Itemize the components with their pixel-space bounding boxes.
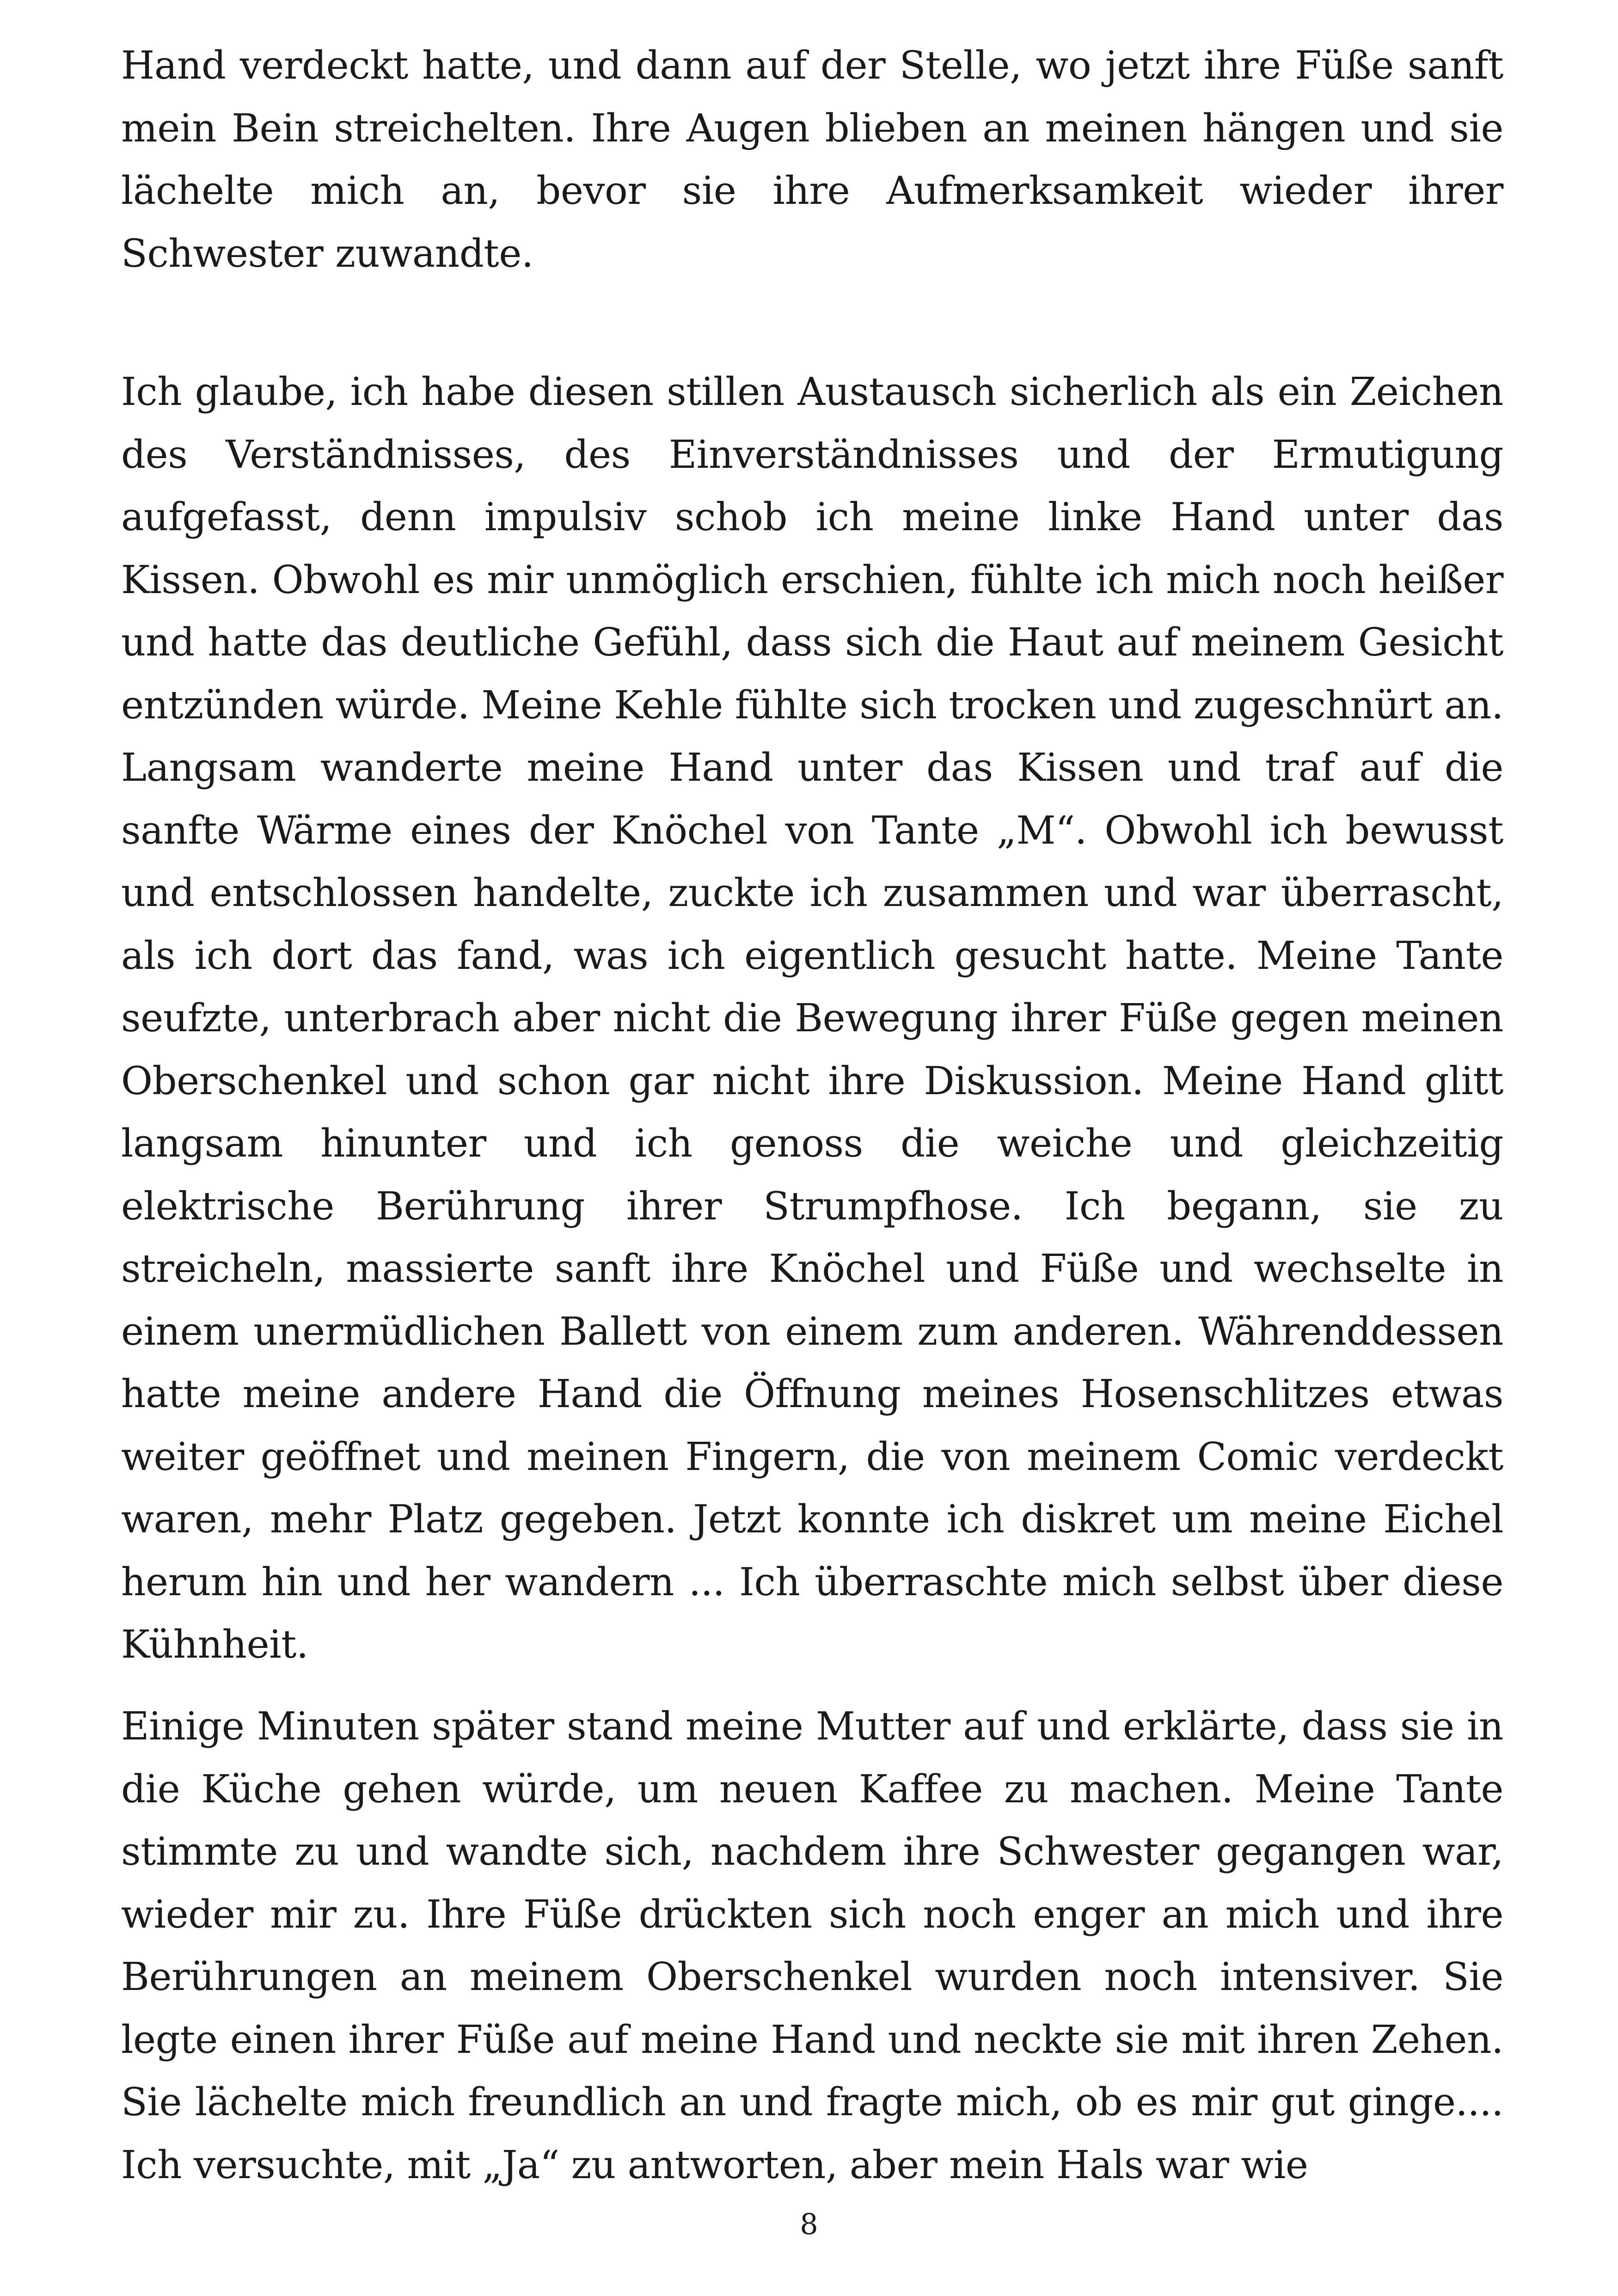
paragraph: Einige Minuten später stand meine Mutter auf und erklärte, dass sie in die Küche gehen würde, um neuen Kaffee zu machen. Meine Tante stimmte zu und wandte sich, nachdem ihre Schwester gegangen war, wieder mir zu. Ihre Füße drückten sich noch enger an mich und ihre Berührungen an meinem Oberschenkel wurden noch intensiver. Sie legte einen ihrer Füße auf meine Hand und neckte sie mit ihren Zehen. Sie lächelte mich freundlich an und fragte mich, ob es mir gut ginge.... Ich versuchte, mit „Ja“ zu antworten, aber mein Hals war wie <box>121 1704 1503 2187</box>
paragraph: Ich glaube, ich habe diesen stillen Austausch sicherlich als ein Zeichen des Verständnisses, des Einverständnisses und der Ermutigung aufgefasst, denn impulsiv schob ich meine linke Hand unter das Kissen. Obwohl es mir unmöglich erschien, fühlte ich mich noch heißer und hatte das deutliche Gefühl, dass sich die Haut auf meinem Gesicht entzünden würde. Meine Kehle fühlte sich trocken und zugeschnürt an. Langsam wanderte meine Hand unter das Kissen und traf auf die sanfte Wärme eines der Knöchel von Tante „M“. Obwohl ich bewusst und entschlossen handelte, zuckte ich zusammen und war überrascht, als ich dort das fand, was ich eigentlich gesucht hatte. Meine Tante seufzte, unterbrach aber nicht die Bewegung ihrer Füße gegen meinen Oberschenkel und schon gar nicht ihre Diskussion. Meine Hand glitt langsam hinunter und ich genoss die weiche und gleichzeitig elektrische Berührung ihrer Strumpfhose. Ich begann, sie zu streicheln, massierte sanft ihre Knöchel und Füße und wechselte in einem unermüdlichen Ballett von einem zum anderen. Währenddessen hatte meine andere Hand die Öffnung meines Hosenschlitzes etwas weiter geöffnet und meinen Fingern, die von meinem Comic verdeckt waren, mehr Platz gegeben. Jetzt konnte ich diskret um meine Eichel herum hin und her wandern ... Ich überraschte mich selbst über diese Kühnheit. <box>121 369 1503 1667</box>
page-number: 8 <box>800 2207 818 2241</box>
paragraph: Hand verdeckt hatte, und dann auf der Stelle, wo jetzt ihre Füße sanft mein Bein streichelten. Ihre Augen blieben an meinen hängen und sie lächelte mich an, bevor sie ihre Aufmerksamkeit wieder ihrer Schwester zuwandte. <box>121 43 1503 276</box>
